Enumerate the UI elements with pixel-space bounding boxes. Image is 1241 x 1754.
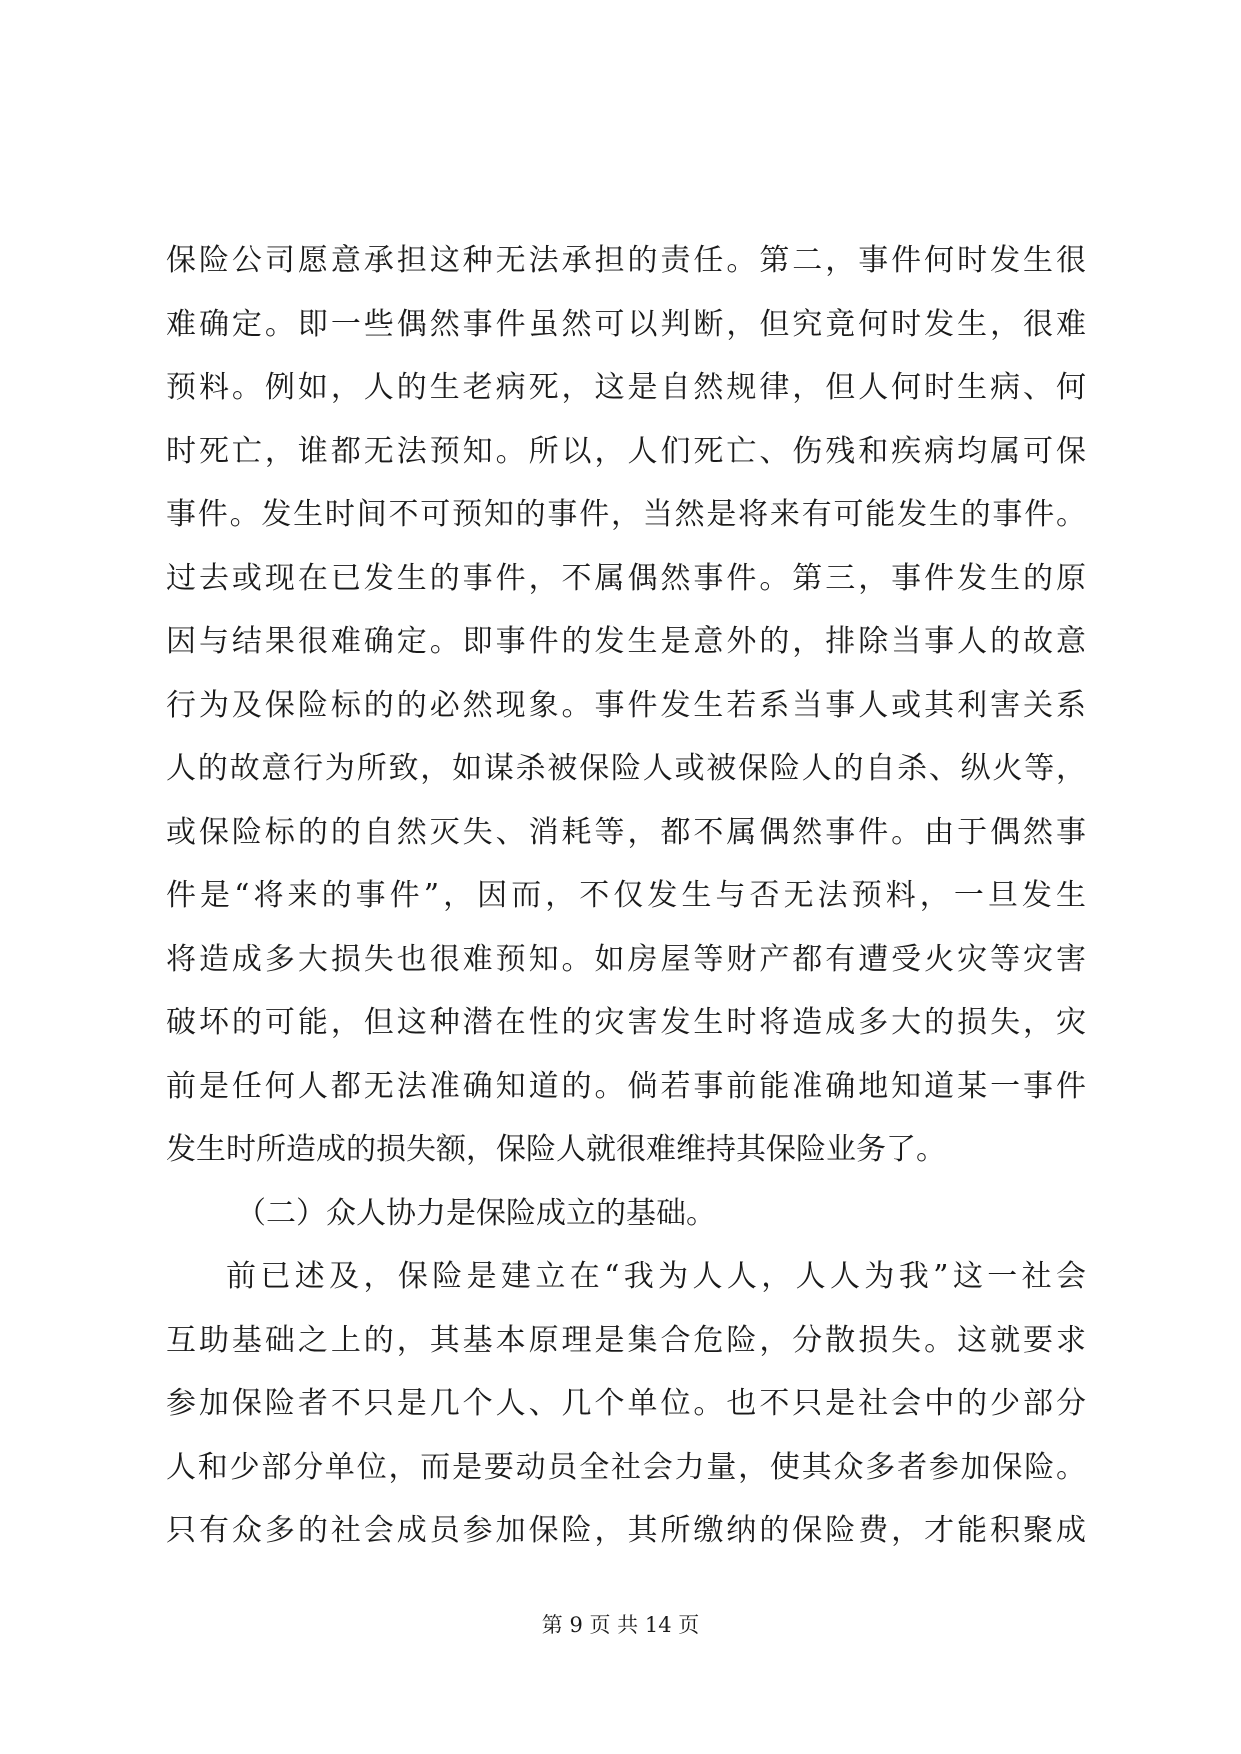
text-line: 互助基础之上的，其基本原理是集合危险，分散损失。这就要求 [166, 1322, 1086, 1358]
text-line: 参加保险者不只是几个人、几个单位。也不只是社会中的少部分 [166, 1386, 1086, 1421]
text-line: 人的故意行为所致，如谋杀被保险人或被保险人的自杀、纵火等， [166, 751, 1086, 786]
text-line: 将造成多大损失也很难预知。如房屋等财产都有遭受火灾等灾害 [166, 941, 1086, 977]
text-line: 破坏的可能，但这种潜在性的灾害发生时将造成多大的损失，灾 [166, 1005, 1086, 1040]
text-line: 因与结果很难确定。即事件的发生是意外的，排除当事人的故意 [166, 624, 1086, 659]
page-number: 第 9 页 共 14 页 [541, 1613, 700, 1637]
text-line: 前已述及，保险是建立在“我为人人，人人为我”这一社会 [226, 1259, 1086, 1294]
page-footer [0, 1610, 1241, 1640]
text-line: 行为及保险标的的必然现象。事件发生若系当事人或其利害关系 [166, 687, 1086, 723]
text-line: 前是任何人都无法准确知道的。倘若事前能准确地知道某一事件 [166, 1068, 1086, 1104]
text-line: 只有众多的社会成员参加保险，其所缴纳的保险费，才能积聚成 [166, 1513, 1086, 1548]
text-line: 时死亡，谁都无法预知。所以，人们死亡、伤残和疾病均属可保 [166, 433, 1086, 469]
text-line: 发生时所造成的损失额，保险人就很难维持其保险业务了。 [166, 1132, 946, 1167]
text-line: 预料。例如，人的生老病死，这是自然规律，但人何时生病、何 [166, 370, 1086, 405]
text-line: 或保险标的的自然灭失、消耗等，都不属偶然事件。由于偶然事 [166, 814, 1086, 850]
text-line: 人和少部分单位，而是要动员全社会力量，使其众多者参加保险。 [166, 1449, 1086, 1485]
text-line: 保险公司愿意承担这种无法承担的责任。第二，事件何时发生很 [166, 243, 1086, 278]
text-line: 件是“将来的事件”，因而，不仅发生与否无法预料，一旦发生 [166, 878, 1086, 913]
document-body [166, 229, 1086, 1563]
text-line: 难确定。即一些偶然事件虽然可以判断，但究竟何时发生，很难 [166, 306, 1086, 342]
text-line: 过去或现在已发生的事件，不属偶然事件。第三，事件发生的原 [166, 560, 1086, 596]
text-line: 事件。发生时间不可预知的事件，当然是将来有可能发生的事件。 [166, 497, 1086, 532]
section-heading: （二）众人协力是保险成立的基础。 [236, 1195, 716, 1231]
